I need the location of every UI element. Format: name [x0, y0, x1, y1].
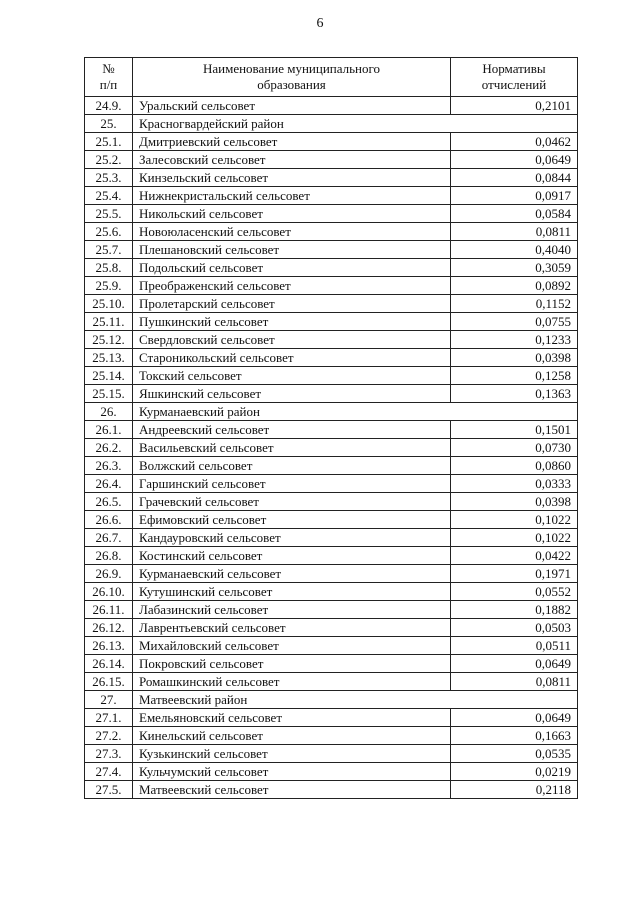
table-row	[85, 349, 578, 367]
row-name: Кутушинский сельсовет	[133, 583, 451, 601]
row-name: Емельяновский сельсовет	[133, 709, 451, 727]
row-name: Пушкинский сельсовет	[133, 313, 451, 331]
row-value: 0,1258	[451, 367, 578, 385]
table-row	[85, 763, 578, 781]
row-number: 25.15.	[85, 385, 133, 403]
row-number: 25.14.	[85, 367, 133, 385]
row-name: Волжский сельсовет	[133, 457, 451, 475]
row-value: 0,0552	[451, 583, 578, 601]
row-number: 26.13.	[85, 637, 133, 655]
row-value: 0,0730	[451, 439, 578, 457]
district-row	[85, 691, 578, 709]
row-value: 0,0917	[451, 187, 578, 205]
row-value: 0,1022	[451, 529, 578, 547]
row-value: 0,2101	[451, 97, 578, 115]
row-number: 26.15.	[85, 673, 133, 691]
row-number: 26.	[85, 403, 133, 421]
row-value: 0,0844	[451, 169, 578, 187]
table-row	[85, 151, 578, 169]
table-row	[85, 277, 578, 295]
row-name: Покровский сельсовет	[133, 655, 451, 673]
row-value: 0,1501	[451, 421, 578, 439]
table-row	[85, 529, 578, 547]
row-number: 25.10.	[85, 295, 133, 313]
row-name: Михайловский сельсовет	[133, 637, 451, 655]
row-number: 24.9.	[85, 97, 133, 115]
row-number: 25.11.	[85, 313, 133, 331]
row-name: Свердловский сельсовет	[133, 331, 451, 349]
row-name: Лабазинский сельсовет	[133, 601, 451, 619]
row-value: 0,0892	[451, 277, 578, 295]
row-value: 0,0398	[451, 493, 578, 511]
row-value: 0,0511	[451, 637, 578, 655]
row-value: 0,0398	[451, 349, 578, 367]
row-number: 25.4.	[85, 187, 133, 205]
row-name: Дмитриевский сельсовет	[133, 133, 451, 151]
row-name: Уральский сельсовет	[133, 97, 451, 115]
table-row	[85, 781, 578, 799]
row-number: 25.13.	[85, 349, 133, 367]
row-number: 26.7.	[85, 529, 133, 547]
row-name: Васильевский сельсовет	[133, 439, 451, 457]
row-number: 27.4.	[85, 763, 133, 781]
row-value: 0,1233	[451, 331, 578, 349]
header-name-line1: Наименование муниципального	[202, 61, 381, 76]
row-name: Андреевский сельсовет	[133, 421, 451, 439]
row-value: 0,3059	[451, 259, 578, 277]
table-row	[85, 169, 578, 187]
row-name: Яшкинский сельсовет	[133, 385, 451, 403]
table-row	[85, 97, 578, 115]
table-row	[85, 493, 578, 511]
table-row	[85, 367, 578, 385]
row-name: Гаршинский сельсовет	[133, 475, 451, 493]
row-number: 25.12.	[85, 331, 133, 349]
row-value: 0,1971	[451, 565, 578, 583]
row-value: 0,0860	[451, 457, 578, 475]
header-norms-line1: Нормативы	[482, 61, 546, 76]
table-row	[85, 385, 578, 403]
row-number: 25.5.	[85, 205, 133, 223]
row-number: 27.	[85, 691, 133, 709]
table-row	[85, 421, 578, 439]
row-value: 0,0422	[451, 547, 578, 565]
row-name: Ефимовский сельсовет	[133, 511, 451, 529]
table-row	[85, 133, 578, 151]
row-value: 0,0333	[451, 475, 578, 493]
row-number: 25.6.	[85, 223, 133, 241]
row-value: 0,0503	[451, 619, 578, 637]
row-number: 26.12.	[85, 619, 133, 637]
row-number: 25.1.	[85, 133, 133, 151]
row-name: Матвеевский район	[133, 691, 451, 709]
table-row	[85, 457, 578, 475]
row-name: Кинельский сельсовет	[133, 727, 451, 745]
row-value: 0,0219	[451, 763, 578, 781]
row-name: Пролетарский сельсовет	[133, 295, 451, 313]
table-row	[85, 655, 578, 673]
row-value: 0,0462	[451, 133, 578, 151]
row-value: 0,1663	[451, 727, 578, 745]
table-row	[85, 547, 578, 565]
row-number: 26.8.	[85, 547, 133, 565]
row-name: Токский сельсовет	[133, 367, 451, 385]
table-row	[85, 565, 578, 583]
row-number: 26.11.	[85, 601, 133, 619]
row-value	[451, 403, 578, 421]
row-name: Кандауровский сельсовет	[133, 529, 451, 547]
row-number: 25.8.	[85, 259, 133, 277]
row-number: 27.1.	[85, 709, 133, 727]
header-norms-line2: отчислений	[481, 77, 547, 92]
header-number	[85, 58, 133, 97]
row-value: 0,0535	[451, 745, 578, 763]
row-value	[451, 691, 578, 709]
row-number: 27.3.	[85, 745, 133, 763]
row-number: 25.7.	[85, 241, 133, 259]
row-value: 0,0755	[451, 313, 578, 331]
table-row	[85, 673, 578, 691]
row-name: Курманаевский сельсовет	[133, 565, 451, 583]
row-name: Лаврентьевский сельсовет	[133, 619, 451, 637]
row-name: Матвеевский сельсовет	[133, 781, 451, 799]
row-value: 0,1022	[451, 511, 578, 529]
norms-table	[84, 57, 578, 799]
row-value: 0,2118	[451, 781, 578, 799]
table-row	[85, 313, 578, 331]
table-row	[85, 241, 578, 259]
row-value	[451, 115, 578, 133]
row-name: Ромашкинский сельсовет	[133, 673, 451, 691]
row-name: Плешановский сельсовет	[133, 241, 451, 259]
row-name: Костинский сельсовет	[133, 547, 451, 565]
row-name: Никольский сельсовет	[133, 205, 451, 223]
row-name: Залесовский сельсовет	[133, 151, 451, 169]
table-header	[85, 58, 578, 97]
row-name: Кинзельский сельсовет	[133, 169, 451, 187]
header-name	[133, 58, 451, 97]
row-number: 26.5.	[85, 493, 133, 511]
table-body	[85, 97, 578, 799]
row-name: Курманаевский район	[133, 403, 451, 421]
row-name: Преображенский сельсовет	[133, 277, 451, 295]
table-row	[85, 187, 578, 205]
table-row	[85, 439, 578, 457]
row-number: 26.1.	[85, 421, 133, 439]
table-row	[85, 205, 578, 223]
row-value: 0,0649	[451, 655, 578, 673]
table-row	[85, 475, 578, 493]
row-number: 27.2.	[85, 727, 133, 745]
row-number: 26.2.	[85, 439, 133, 457]
row-value: 0,1152	[451, 295, 578, 313]
row-value: 0,0584	[451, 205, 578, 223]
table-row	[85, 727, 578, 745]
table-row	[85, 637, 578, 655]
row-name: Кузькинский сельсовет	[133, 745, 451, 763]
page-number: 6	[316, 16, 324, 31]
row-value: 0,0811	[451, 673, 578, 691]
table-row	[85, 745, 578, 763]
row-number: 25.2.	[85, 151, 133, 169]
header-norms	[451, 58, 578, 97]
table-row	[85, 583, 578, 601]
row-name: Кульчумский сельсовет	[133, 763, 451, 781]
row-name: Староникольский сельсовет	[133, 349, 451, 367]
table-row	[85, 223, 578, 241]
table-row	[85, 601, 578, 619]
row-value: 0,0649	[451, 151, 578, 169]
table-row	[85, 259, 578, 277]
row-number: 27.5.	[85, 781, 133, 799]
header-number-line1: №	[102, 61, 115, 76]
district-row	[85, 115, 578, 133]
row-value: 0,0649	[451, 709, 578, 727]
header-name-line2: образования	[257, 77, 326, 92]
table-row	[85, 619, 578, 637]
table-row	[85, 709, 578, 727]
row-number: 26.6.	[85, 511, 133, 529]
row-name: Грачевский сельсовет	[133, 493, 451, 511]
table-row	[85, 295, 578, 313]
row-number: 25.9.	[85, 277, 133, 295]
row-number: 26.4.	[85, 475, 133, 493]
row-number: 26.9.	[85, 565, 133, 583]
row-number: 25.	[85, 115, 133, 133]
row-value: 0,1363	[451, 385, 578, 403]
row-value: 0,4040	[451, 241, 578, 259]
row-number: 26.3.	[85, 457, 133, 475]
row-number: 26.14.	[85, 655, 133, 673]
row-value: 0,0811	[451, 223, 578, 241]
row-name: Подольский сельсовет	[133, 259, 451, 277]
row-name: Новоюласенский сельсовет	[133, 223, 451, 241]
row-name: Красногвардейский район	[133, 115, 451, 133]
row-value: 0,1882	[451, 601, 578, 619]
district-row	[85, 403, 578, 421]
row-number: 25.3.	[85, 169, 133, 187]
table-row	[85, 331, 578, 349]
header-number-line2: п/п	[99, 77, 118, 92]
row-number: 26.10.	[85, 583, 133, 601]
table-row	[85, 511, 578, 529]
row-name: Нижнекристальский сельсовет	[133, 187, 451, 205]
